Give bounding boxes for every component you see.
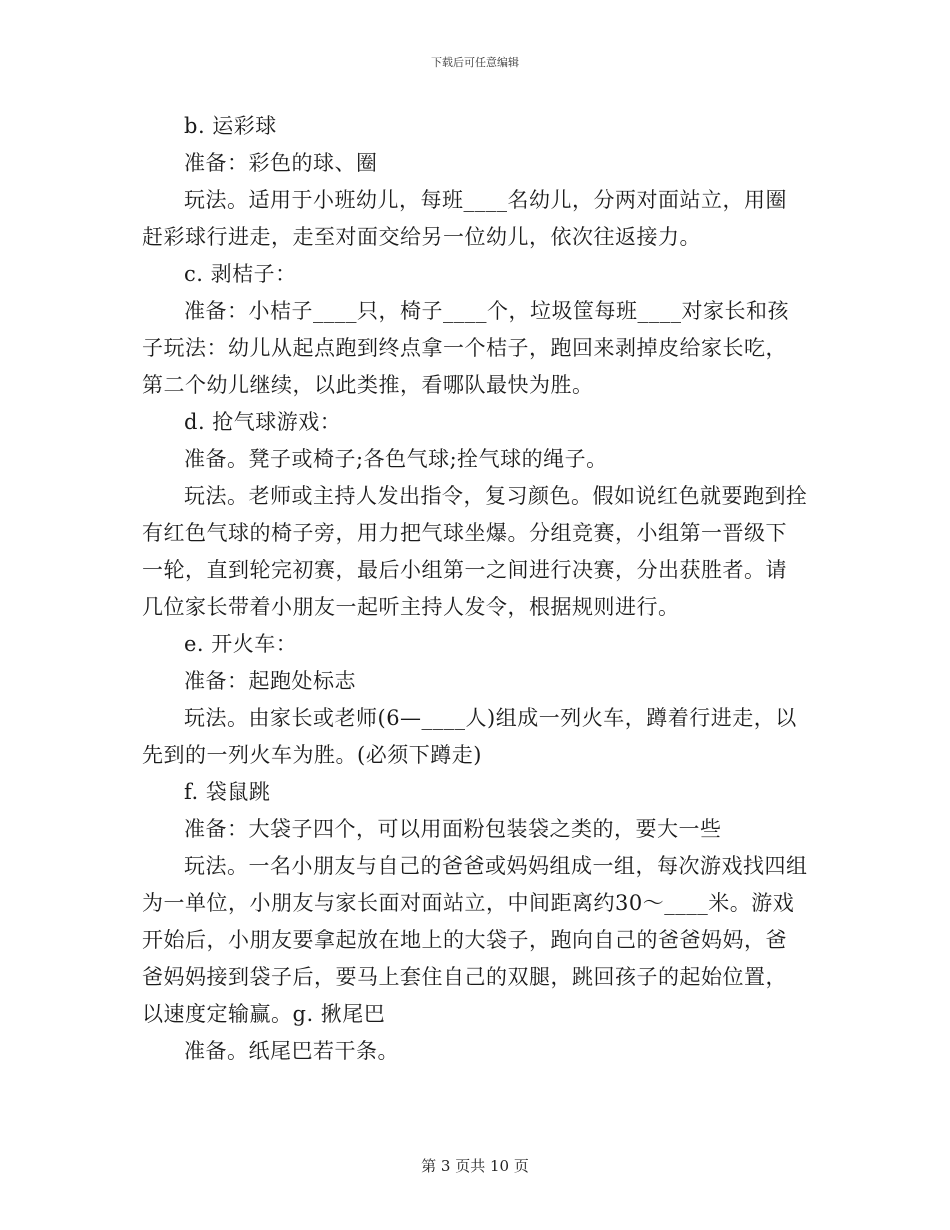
document-body [142,108,808,1070]
paragraph-play-e: 玩法。由家长或老师(6—____人)组成一列火车，蹲着行进走，以先到的一列火车为胜。(必须下蹲走) [142,706,797,767]
heading-c: c. 剥桔子： [184,262,297,286]
paragraph-prep-b: 准备：彩色的球、圈 [184,151,378,175]
page-number: 第 3 页共 10 页 [421,1157,529,1175]
paragraph-play-b: 玩法。适用于小班幼儿，每班____名幼儿，分两对面站立，用圈赶彩球行进走，走至对面交给另一位幼儿，依次往返接力。 [142,188,787,249]
paragraph-prep-g: 准备。纸尾巴若干条。 [184,1039,399,1063]
paragraph-play-f: 玩法。一名小朋友与自己的爸爸或妈妈组成一组，每次游戏找四组为一单位，小朋友与家长面对面站立，中间距离约30～____米。游戏开始后，小朋友要拿起放在地上的大袋子，跑向自己的爸爸妈妈，爸爸妈妈接到袋子后，要马上套住自己的双腿，跳回孩子的起始位置，以速度定输赢。g. 揪尾巴 [142,854,808,1026]
paragraph-play-d: 玩法。老师或主持人发出指令，复习颜色。假如说红色就要跑到拴有红色气球的椅子旁，用力把气球坐爆。分组竞赛，小组第一晋级下一轮，直到轮完初赛，最后小组第一之间进行决赛，分出获胜者。请几位家长带着小朋友一起听主持人发令，根据规则进行。 [142,484,808,619]
paragraph-prep-e: 准备：起跑处标志 [184,669,356,693]
heading-d: d. 抢气球游戏： [184,410,342,434]
paragraph-prep-f: 准备：大袋子四个，可以用面粉包装袋之类的，要大一些 [184,817,722,841]
heading-e: e. 开火车： [184,632,298,656]
paragraph-prep-d: 准备。凳子或椅子;各色气球;拴气球的绳子。 [184,447,608,471]
paragraph-prep-c: 准备：小桔子____只，椅子____个，垃圾筐每班____对家长和孩子玩法：幼儿从起点跑到终点拿一个桔子，跑回来剥掉皮给家长吃，第二个幼儿继续，以此类推，看哪队最快为胜。 [142,299,789,397]
page-header: 下载后可任意编辑 [431,56,519,69]
heading-b: b. 运彩球 [184,114,277,138]
heading-f: f. 袋鼠跳 [184,780,271,804]
